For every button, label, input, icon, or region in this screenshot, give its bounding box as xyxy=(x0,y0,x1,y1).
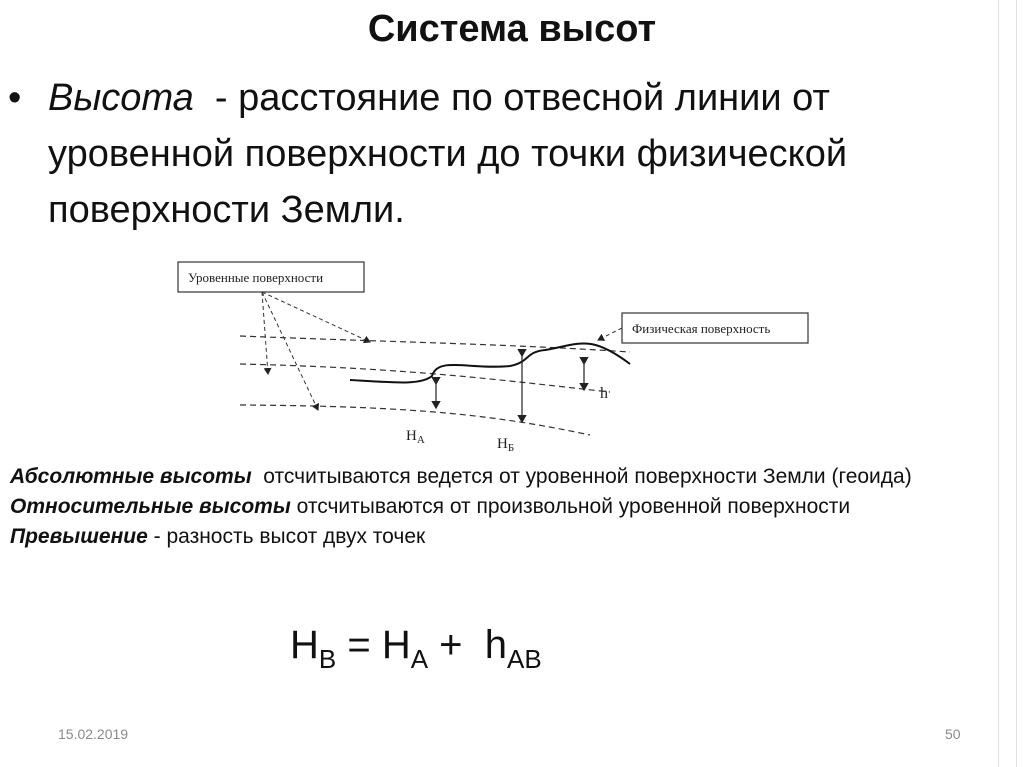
formula-term1: H xyxy=(381,623,411,667)
footer-date: 15.02.2019 xyxy=(58,726,129,742)
definition-text: отсчитываются ведется от уровенной поверхности Земли (геоида) xyxy=(251,465,912,488)
formula-equals: = xyxy=(336,623,382,667)
definition-text: - разность высот двух точек xyxy=(147,525,426,548)
label-ha-sub: А xyxy=(416,434,425,446)
level-surface-line-2 xyxy=(240,364,610,392)
height-formula xyxy=(290,620,542,684)
formula-lhs: H xyxy=(290,623,319,667)
pointer-line-2 xyxy=(262,292,268,374)
physical-surface-label: Физическая поверхность xyxy=(632,321,771,336)
label-h: h xyxy=(600,385,608,402)
bullet-body: - расстояние по отвесной линии от уровенной поверхности до точки физической поверхности Земли. xyxy=(48,77,858,231)
definition-text: отсчитываются от произвольной уровенной поверхности xyxy=(290,495,851,518)
footer-page-number: 50 xyxy=(945,726,961,742)
bullet-marker: • xyxy=(8,77,22,119)
definition-excess xyxy=(10,522,970,552)
pointer-line-4 xyxy=(598,328,622,340)
pointer-line-1 xyxy=(262,292,370,342)
definition-term: Абсолютные высоты xyxy=(10,465,252,488)
level-surfaces-label: Уровенные поверхности xyxy=(188,270,324,285)
definition-term: Превышение xyxy=(10,525,148,548)
label-hb xyxy=(497,436,514,454)
pointer-line-3 xyxy=(262,292,318,410)
height-diagram xyxy=(170,252,830,462)
formula-term2: h xyxy=(484,623,508,667)
label-ha-main: Н xyxy=(406,428,417,444)
formula-lhs-sub: B xyxy=(318,644,337,674)
definition-relative xyxy=(10,492,970,522)
label-hb-main: Н xyxy=(497,436,508,452)
formula-plus: + xyxy=(428,623,485,667)
definition-absolute xyxy=(10,462,970,492)
bullet-term: Высота xyxy=(48,77,194,119)
formula-term2-sub: AB xyxy=(507,644,542,674)
label-hb-sub: Б xyxy=(507,442,515,454)
label-ha xyxy=(406,428,425,446)
definitions-block xyxy=(10,462,970,552)
slide-title: Система высот xyxy=(367,8,657,50)
formula-term1-sub: A xyxy=(410,644,429,674)
physical-surface-curve xyxy=(350,343,630,382)
definition-term: Относительные высоты xyxy=(10,495,291,518)
slide-edge-line-left xyxy=(998,0,999,767)
bullet-text xyxy=(48,70,998,238)
slide-edge-line-right xyxy=(1016,0,1017,767)
